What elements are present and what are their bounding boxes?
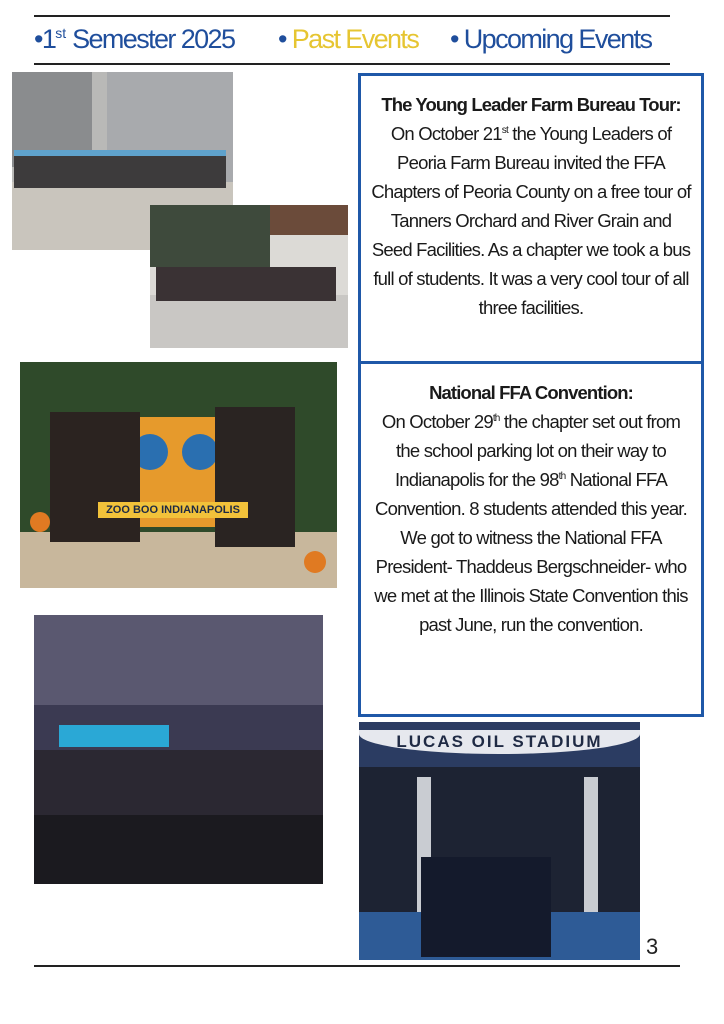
group-photo-lucas-oil-stadium (359, 722, 640, 960)
article-body: On October 21st the Young Leaders of Peoria Farm Bureau invited the FFA Chapters of Peoria County on a free tour of Tanners Orchard and River Grain and Seed Facilities. As a chapter we took a bus full of students. It was a very cool tour of all three facilities. (371, 123, 691, 318)
section-header (34, 24, 674, 64)
header-bottom-rule (34, 63, 670, 65)
page-number: 3 (646, 934, 659, 959)
top-rule (34, 15, 670, 17)
article-body: On October 29th the chapter set out from the school parking lot on their way to Indianapolis for the 98th National FFA Convention. 8 students attended this year. We got to witness the National FFA President- Thaddeus Bergschneider- who we met at the Illinois State Convention this past June, run the convention. (374, 411, 688, 635)
article-farm-bureau-tour (358, 73, 704, 364)
lucas-oil-stadium-sign-text: LUCAS OIL STADIUM (359, 730, 640, 754)
article-title: The Young Leader Farm Bureau Tour: (381, 94, 681, 115)
group-photo-orchard-warehouse (150, 205, 348, 348)
header-upcoming-events: • Upcoming Events (450, 24, 652, 54)
footer-rule (34, 965, 680, 967)
article-title: National FFA Convention: (429, 382, 633, 403)
group-photo-zoo-boo-indianapolis (20, 362, 337, 588)
header-semester: •1st Semester 2025 (34, 24, 235, 54)
header-past-events: • Past Events (278, 24, 419, 54)
convention-arena-photo (34, 615, 323, 884)
zoo-boo-sign-text: ZOO BOO INDIANAPOLIS (98, 502, 248, 518)
article-national-ffa-convention (358, 361, 704, 717)
